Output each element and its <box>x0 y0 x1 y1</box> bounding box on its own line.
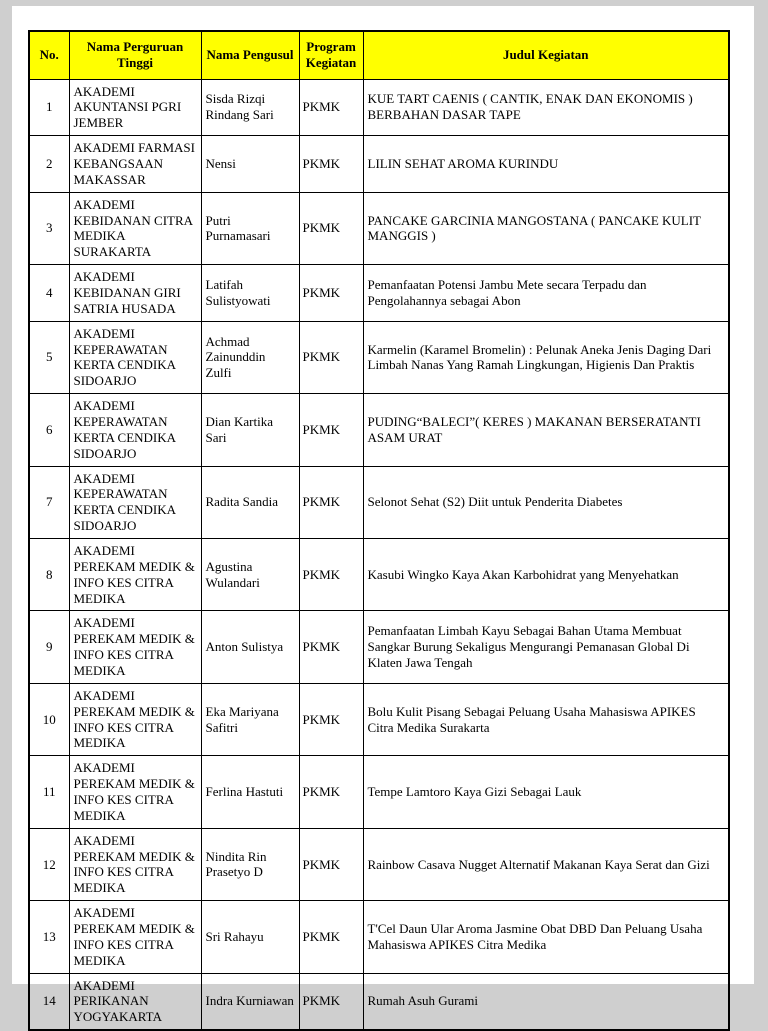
table-row <box>29 265 729 322</box>
table-row <box>29 611 729 683</box>
cell-proposer: Radita Sandia <box>201 466 299 538</box>
cell-proposer: Dian Kartika Sari <box>201 394 299 466</box>
cell-program: PKMK <box>299 466 363 538</box>
cell-no: 3 <box>29 192 69 264</box>
cell-proposer: Sisda Rizqi Rindang Sari <box>201 79 299 136</box>
cell-no: 12 <box>29 828 69 900</box>
table-row <box>29 192 729 264</box>
cell-title: Pemanfaatan Limbah Kayu Sebagai Bahan Utama Membuat Sangkar Burung Sekaligus Mengurangi Pemanasan Global Di Klaten Jawa Tengah <box>363 611 729 683</box>
cell-program: PKMK <box>299 394 363 466</box>
cell-title: LILIN SEHAT AROMA KURINDU <box>363 136 729 193</box>
cell-title: Tempe Lamtoro Kaya Gizi Sebagai Lauk <box>363 756 729 828</box>
cell-program: PKMK <box>299 683 363 755</box>
cell-no: 11 <box>29 756 69 828</box>
cell-proposer: Nensi <box>201 136 299 193</box>
table-row <box>29 901 729 973</box>
cell-institution: AKADEMI PEREKAM MEDIK & INFO KES CITRA MEDIKA <box>69 538 201 610</box>
cell-no: 5 <box>29 321 69 393</box>
table-row <box>29 538 729 610</box>
cell-proposer: Putri Purnamasari <box>201 192 299 264</box>
cell-title: Rainbow Casava Nugget Alternatif Makanan Kaya Serat dan Gizi <box>363 828 729 900</box>
table-row <box>29 136 729 193</box>
cell-no: 9 <box>29 611 69 683</box>
cell-title: KUE TART CAENIS ( CANTIK, ENAK DAN EKONOMIS ) BERBAHAN DASAR TAPE <box>363 79 729 136</box>
cell-institution: AKADEMI PEREKAM MEDIK & INFO KES CITRA MEDIKA <box>69 611 201 683</box>
cell-institution: AKADEMI PEREKAM MEDIK & INFO KES CITRA MEDIKA <box>69 828 201 900</box>
cell-proposer: Agustina Wulandari <box>201 538 299 610</box>
table-row <box>29 828 729 900</box>
cell-title: Rumah Asuh Gurami <box>363 973 729 1030</box>
cell-title: T'Cel Daun Ular Aroma Jasmine Obat DBD Dan Peluang Usaha Mahasiswa APIKES Citra Medika <box>363 901 729 973</box>
cell-institution: AKADEMI KEPERAWATAN KERTA CENDIKA SIDOARJO <box>69 321 201 393</box>
cell-title: Kasubi Wingko Kaya Akan Karbohidrat yang Menyehatkan <box>363 538 729 610</box>
cell-program: PKMK <box>299 611 363 683</box>
header-nama-pengusul: Nama Pengusul <box>201 31 299 79</box>
cell-program: PKMK <box>299 901 363 973</box>
cell-institution: AKADEMI KEPERAWATAN KERTA CENDIKA SIDOARJO <box>69 466 201 538</box>
cell-institution: AKADEMI KEBIDANAN GIRI SATRIA HUSADA <box>69 265 201 322</box>
cell-institution: AKADEMI KEPERAWATAN KERTA CENDIKA SIDOARJO <box>69 394 201 466</box>
cell-program: PKMK <box>299 973 363 1030</box>
table-row <box>29 321 729 393</box>
cell-institution: AKADEMI KEBIDANAN CITRA MEDIKA SURAKARTA <box>69 192 201 264</box>
cell-no: 10 <box>29 683 69 755</box>
cell-institution: AKADEMI PERIKANAN YOGYAKARTA <box>69 973 201 1030</box>
header-judul-kegiatan: Judul Kegiatan <box>363 31 729 79</box>
document-page <box>12 6 754 1025</box>
cell-no: 7 <box>29 466 69 538</box>
table-body <box>29 79 729 1030</box>
cell-title: Bolu Kulit Pisang Sebagai Peluang Usaha Mahasiswa APIKES Citra Medika Surakarta <box>363 683 729 755</box>
cell-no: 4 <box>29 265 69 322</box>
cell-institution: AKADEMI AKUNTANSI PGRI JEMBER <box>69 79 201 136</box>
cell-institution: AKADEMI FARMASI KEBANGSAAN MAKASSAR <box>69 136 201 193</box>
cell-program: PKMK <box>299 79 363 136</box>
table-row <box>29 79 729 136</box>
cell-no: 2 <box>29 136 69 193</box>
cell-proposer: Eka Mariyana Safitri <box>201 683 299 755</box>
cell-title: PUDING“BALECI”( KERES ) MAKANAN BERSERATANTI ASAM URAT <box>363 394 729 466</box>
cell-no: 6 <box>29 394 69 466</box>
cell-program: PKMK <box>299 265 363 322</box>
cell-program: PKMK <box>299 192 363 264</box>
cell-program: PKMK <box>299 828 363 900</box>
table-row <box>29 683 729 755</box>
cell-title: Karmelin (Karamel Bromelin) : Pelunak Aneka Jenis Daging Dari Limbah Nanas Yang Ramah Lingkungan, Higienis Dan Praktis <box>363 321 729 393</box>
cell-proposer: Sri Rahayu <box>201 901 299 973</box>
cell-program: PKMK <box>299 136 363 193</box>
cell-program: PKMK <box>299 756 363 828</box>
table-row <box>29 973 729 1030</box>
cell-no: 13 <box>29 901 69 973</box>
cell-institution: AKADEMI PEREKAM MEDIK & INFO KES CITRA MEDIKA <box>69 683 201 755</box>
header-nama-perguruan-tinggi: Nama Perguruan Tinggi <box>69 31 201 79</box>
cell-no: 8 <box>29 538 69 610</box>
cell-no: 1 <box>29 79 69 136</box>
cell-title: Pemanfaatan Potensi Jambu Mete secara Terpadu dan Pengolahannya sebagai Abon <box>363 265 729 322</box>
cell-proposer: Latifah Sulistyowati <box>201 265 299 322</box>
cell-program: PKMK <box>299 538 363 610</box>
cell-proposer: Ferlina Hastuti <box>201 756 299 828</box>
cell-no: 14 <box>29 973 69 1030</box>
cell-title: Selonot Sehat (S2) Diit untuk Penderita Diabetes <box>363 466 729 538</box>
header-program-kegiatan: Program Kegiatan <box>299 31 363 79</box>
header-no: No. <box>29 31 69 79</box>
cell-program: PKMK <box>299 321 363 393</box>
cell-institution: AKADEMI PEREKAM MEDIK & INFO KES CITRA MEDIKA <box>69 901 201 973</box>
table-row <box>29 756 729 828</box>
cell-proposer: Nindita Rin Prasetyo D <box>201 828 299 900</box>
cell-institution: AKADEMI PEREKAM MEDIK & INFO KES CITRA MEDIKA <box>69 756 201 828</box>
cell-title: PANCAKE GARCINIA MANGOSTANA ( PANCAKE KULIT MANGGIS ) <box>363 192 729 264</box>
cell-proposer: Achmad Zainunddin Zulfi <box>201 321 299 393</box>
table-header <box>29 31 729 79</box>
table-header-row <box>29 31 729 79</box>
kegiatan-table <box>28 30 730 1031</box>
table-row <box>29 466 729 538</box>
table-row <box>29 394 729 466</box>
cell-proposer: Indra Kurniawan <box>201 973 299 1030</box>
cell-proposer: Anton Sulistya <box>201 611 299 683</box>
